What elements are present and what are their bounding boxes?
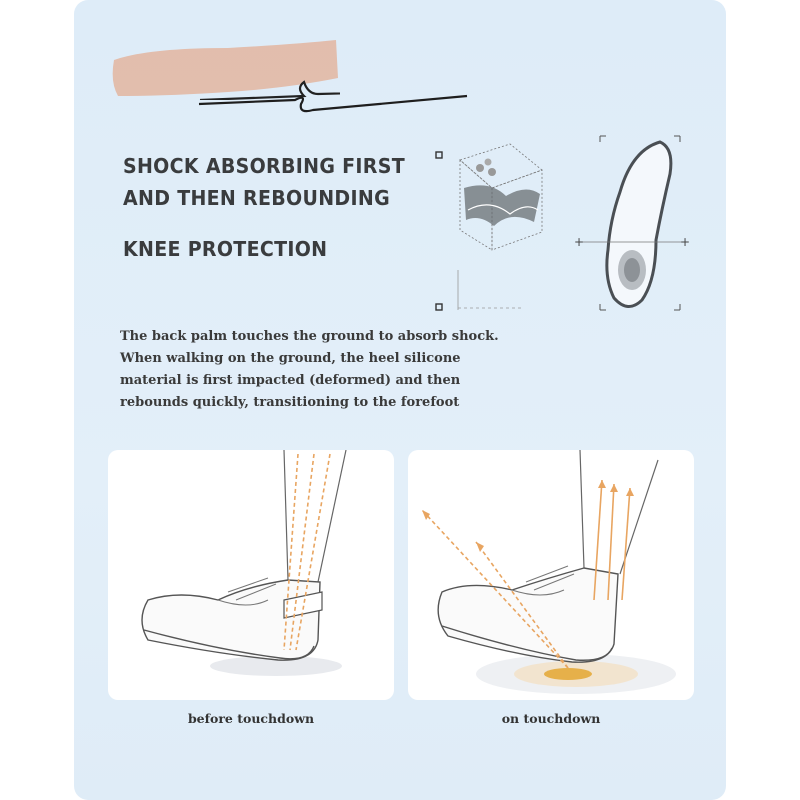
headline-line-1: SHOCK ABSORBING FIRST [123, 154, 405, 179]
headline-knee-protection: KNEE PROTECTION [123, 237, 328, 262]
on-touchdown-panel [408, 450, 694, 700]
svg-text:+: + [574, 235, 585, 249]
headline-line-2: AND THEN REBOUNDING [123, 186, 390, 211]
underline-stroke [195, 90, 475, 120]
sneaker-before-touchdown-illustration [108, 450, 394, 700]
caption-before-touchdown: before touchdown [187, 711, 315, 726]
insole-outline-icon [570, 130, 695, 320]
cushion-cube-diagram-icon [430, 140, 550, 320]
sneaker-on-touchdown-illustration [408, 450, 694, 700]
caption-on-touchdown: on touchdown [501, 711, 601, 726]
svg-text:+: + [680, 235, 691, 249]
before-touchdown-panel [108, 450, 394, 700]
description-text: The back palm touches the ground to absorb shock. When walking on the ground, the heel silicone material is first impacted (deformed) and then rebounds quickly, transitioning to the forefoot [120, 329, 499, 410]
